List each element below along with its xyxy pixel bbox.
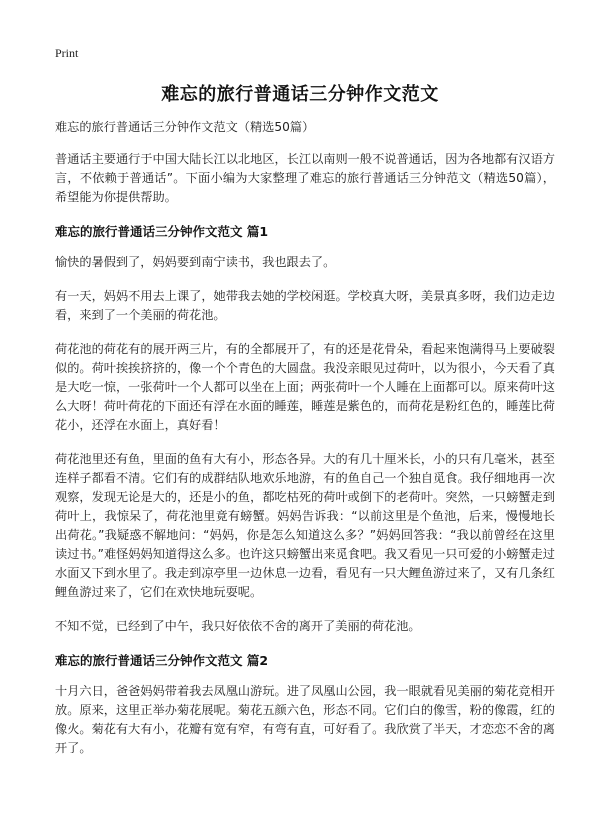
- intro-paragraph: 普通话主要通行于中国大陆长江以北地区，长江以南则一般不说普通话，因为各地都有汉语方言，不依赖于普通话”。下面小编为大家整理了难忘的旅行普通话三分钟范文（精选50篇），希望能为你提供帮助。: [55, 152, 555, 204]
- article-body: [55, 118, 555, 773]
- paragraph: 愉快的暑假到了，妈妈要到南宁读书，我也跟去了。: [55, 255, 336, 269]
- page-title: 难忘的旅行普通话三分钟作文范文: [161, 84, 439, 105]
- article-subtitle: 难忘的旅行普通话三分钟作文范文（精选50篇）: [55, 120, 315, 134]
- paragraph: 不知不觉，已经到了中午，我只好依依不舍的离开了美丽的荷花池。: [55, 619, 421, 633]
- paragraph: 荷花池里还有鱼，里面的鱼有大有小，形态各异。大的有几十厘米长，小的只有几毫米，甚至连样子都看不清。它们有的成群结队地欢乐地游，有的鱼自己一个独自觅食。我仔细地再一次观察，发现无论是大的，还是小的鱼，都吃枯死的荷叶或倒下的老荷叶。突然，一只螃蟹走到荷叶上，我惊呆了，荷花池里竟有螃蟹。妈妈告诉我：“以前这里是个鱼池，后来，慢慢地长出荷花。”我疑惑不解地问：“妈妈，你是怎么知道这么多？”妈妈回答我：“我以前曾经在这里读过书。”难怪妈妈知道得这么多。也许这只螃蟹出来觅食吧。我又看见一只可爱的小螃蟹走过水面又下到水里了。我走到凉亭里一边休息一边看，看见有一只大鲤鱼游过来了，又有几条红鲤鱼游过来了，它们在欢快地玩耍呢。: [55, 452, 555, 599]
- section-heading: 难忘的旅行普通话三分钟作文范文 篇2: [55, 653, 269, 668]
- paragraph: 有一天，妈妈不用去上课了，她带我去她的学校闲逛。学校真大呀，美景真多呀，我们边走边看，来到了一个美丽的荷花池。: [55, 289, 555, 322]
- print-link[interactable]: Print: [55, 46, 79, 60]
- section-heading: 难忘的旅行普通话三分钟作文范文 篇1: [55, 224, 269, 239]
- paragraph: 荷花池的荷花有的展开两三片，有的全都展开了，有的还是花骨朵，看起来饱满得马上要破裂似的。荷叶挨挨挤挤的，像一个个青色的大圆盘。我没亲眼见过荷叶，以为很小，今天看了真是大吃一惊，一张荷叶一个人都可以坐在上面；两张荷叶一个人睡在上面都可以。原来荷叶这么大呀！荷叶荷花的下面还有浮在水面的睡莲，睡莲是紫色的，而荷花是粉红色的，睡莲比荷花小，还浮在水面上，真好看！: [55, 342, 555, 432]
- paragraph: 十月六日，爸爸妈妈带着我去凤凰山游玩。进了凤凰山公园，我一眼就看见美丽的菊花竞相开放。原来，这里正举办菊花展呢。菊花五颜六色，形态不同。它们白的像雪，粉的像霞，红的像火。菊花有大有小，花瓣有宽有窄，有弯有直，可好看了。我欣赏了半天，才恋恋不舍的离开了。: [55, 684, 555, 755]
